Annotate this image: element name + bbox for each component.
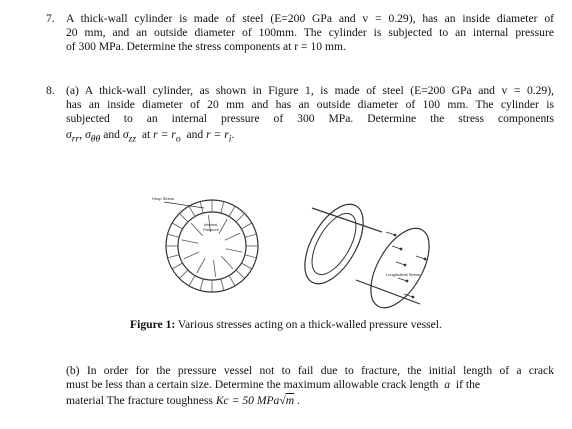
wall-hatch-line xyxy=(168,255,180,258)
pressure-arrow xyxy=(221,256,232,269)
wall-hatch-line xyxy=(200,279,203,291)
longitudinal-arrow-head xyxy=(406,280,408,282)
problem-8a-line-2: has an inside diameter of 20 mm and has an outside diameter of 100 mm. The cylinder is xyxy=(66,98,554,111)
wall-hatch-line xyxy=(172,263,182,269)
wall-hatch-line xyxy=(189,206,195,216)
wall-hatch-line xyxy=(236,213,244,221)
problem-8a-line-3: subjected to an internal pressure of 300 MPa. Determine the stress components xyxy=(66,112,554,125)
pressure-arrow xyxy=(226,249,243,252)
problem-8b-line-1: (b) In order for the pressure vessel not to fail due to fracture, the initial length of a crack xyxy=(66,364,554,377)
longitudinal-arrow xyxy=(416,256,425,259)
wall-hatch-line xyxy=(179,270,187,278)
wall-hatch-line xyxy=(245,234,257,237)
longitudinal-arrow xyxy=(398,278,407,281)
figure-1 xyxy=(148,186,448,312)
pressure-arrow xyxy=(197,258,205,273)
problem-8b-text xyxy=(66,364,554,408)
crack-length-var: a xyxy=(444,378,451,391)
wall-hatch-line xyxy=(172,223,182,229)
longitudinal-arrow-head xyxy=(394,234,396,236)
wall-hatch-line xyxy=(236,270,244,278)
figure-caption-label: Figure 1: xyxy=(130,318,176,331)
pressure-arrow xyxy=(225,233,240,240)
longitudinal-arrow-head xyxy=(404,264,406,266)
wall-hatch-line xyxy=(221,279,224,291)
internal-pressure-label-2: Pressure xyxy=(203,227,220,232)
wall-hatch-line xyxy=(229,206,235,216)
r-equals-ro: $r = r_o$ xyxy=(153,128,181,145)
wall-hatch-line xyxy=(221,202,224,214)
longitudinal-arrow-head xyxy=(412,296,414,298)
longitudinal-arrow-head xyxy=(424,258,426,260)
longitudinal-stress-label: Longitudinal Stress xyxy=(386,272,421,277)
problem-8a-text xyxy=(66,84,554,146)
hoop-stress-label: Hoop Stress xyxy=(152,196,175,201)
wall-hatch-line xyxy=(245,255,257,258)
wall-hatch-line xyxy=(241,263,251,269)
pressure-arrow xyxy=(191,223,202,236)
pressure-arrow xyxy=(184,252,199,259)
longitudinal-arrow xyxy=(386,232,395,235)
problem-8-number: 8. xyxy=(46,84,55,97)
longitudinal-arrow xyxy=(396,262,405,265)
figure-1-drawing xyxy=(148,186,448,312)
problem-7-text xyxy=(66,12,554,54)
wall-hatch-line xyxy=(179,213,187,221)
problem-7-line-3: of 300 MPa. Determine the stress components at r = 10 mm. xyxy=(66,40,346,53)
cylinder-cross-section xyxy=(166,200,258,292)
cylinder-isometric xyxy=(293,195,441,312)
sigma-zz: $\sigma_{zz}$ xyxy=(122,128,137,145)
wall-hatch-line xyxy=(229,275,235,285)
pressure-arrow xyxy=(219,219,227,234)
problem-7-line-2: 20 mm, and an outside diameter of 100mm. The cylinder is subjected to an internal pressure xyxy=(66,26,554,39)
problem-7-number: 7. xyxy=(46,12,55,25)
kc-symbol: Kc xyxy=(215,394,229,407)
problem-7-line-1: A thick-wall cylinder is made of steel (E=200 GPa and v = 0.29), has an inside diameter of xyxy=(66,12,554,25)
longitudinal-arrow-head xyxy=(400,248,402,250)
wall-hatch-line xyxy=(189,275,195,285)
figure-1-caption xyxy=(0,318,572,332)
wall-hatch-line xyxy=(241,223,251,229)
internal-pressure-label-1: Internal xyxy=(204,222,218,227)
sigma-rr: $\sigma_{rr}$ xyxy=(66,128,80,145)
figure-caption-text: Various stresses acting on a thick-walled pressure vessel. xyxy=(175,318,442,331)
problem-8a-line-1: (a) A thick-wall cylinder, as shown in Figure 1, is made of steel (E=200 GPa and v = 0.29), xyxy=(66,84,554,97)
r-equals-ri: $r = r_i$ xyxy=(206,128,232,145)
sigma-theta: $\sigma_{\theta\theta}$ xyxy=(85,128,101,145)
problem-8b-line-3: material The fracture toughness Kc = 50 MPa√m . xyxy=(66,394,300,407)
pressure-arrow xyxy=(214,260,216,277)
problem-8b-line-2: must be less than a certain size. Determine the maximum allowable crack length a if the xyxy=(66,378,481,391)
problem-8a-line-4: $\sigma_{rr}$, $\sigma_{\theta\theta}$ and $\sigma_{zz}$ at $r = r_o$ and $r = r_i$. xyxy=(66,128,235,145)
pressure-arrow xyxy=(182,240,199,243)
hoop-stress-leader xyxy=(164,202,204,208)
wall-hatch-line xyxy=(168,234,180,237)
longitudinal-arrow xyxy=(392,246,401,249)
